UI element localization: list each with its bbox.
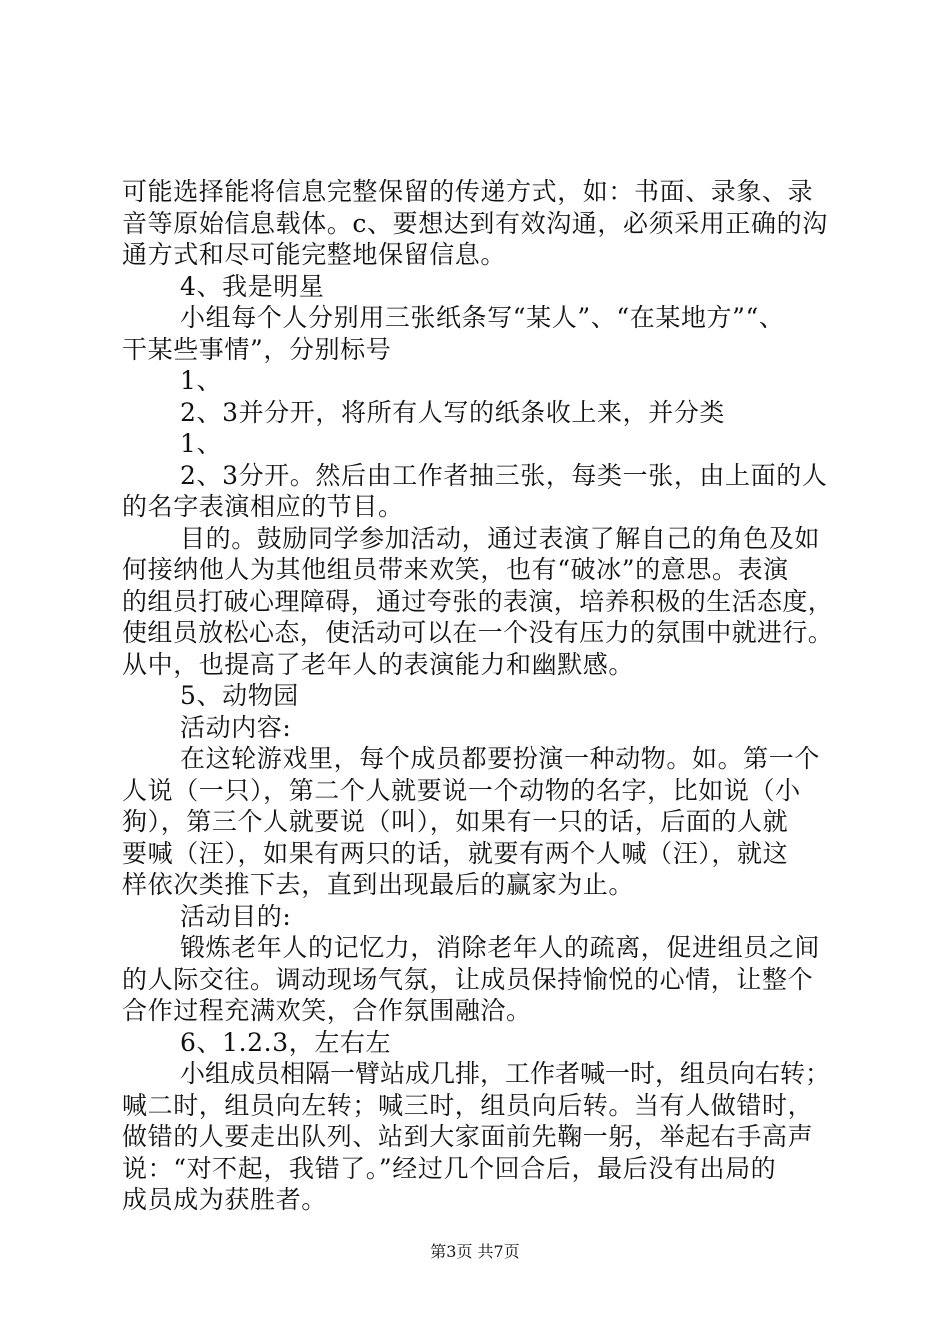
text-line: 说：“对不起，我错了。”经过几个回合后，最后没有出局的 [122,1153,777,1183]
text-line: 狗），第三个人就要说（叫），如果有一只的话，后面的人就 [122,807,789,836]
text-line: 要喊（汪），如果有两只的话，就要有两个人喊（汪），就这 [122,838,789,868]
text-line: 成员成为获胜者。 [122,1185,327,1214]
text-line: 1、 [180,366,223,395]
text-line: 的名字表演相应的节目。 [122,492,404,521]
text-line: 通方式和尽可能完整地保留信息。 [122,240,507,269]
text-line: 样依次类推下去，直到出现最后的赢家为止。 [122,870,635,899]
text-line: 5、动物园 [180,681,299,710]
text-line: 从中，也提高了老年人的表演能力和幽默感。 [122,649,635,679]
text-line: 人说（一只），第二个人就要说一个动物的名字，比如说（小 [122,775,801,805]
text-line: 4、我是明星 [180,271,325,301]
text-line: 音等原始信息载体。c、要想达到有效沟通，必须采用正确的沟 [122,208,828,238]
text-line: 2、3并分开，将所有人写的纸条收上来，并分类 [180,397,726,427]
text-line: 1、 [180,429,223,458]
text-line: 可能选择能将信息完整保留的传递方式，如：书面、录象、录 [122,177,814,206]
text-line: 做错的人要走出队列、站到大家面前先鞠一躬，举起右手高声 [122,1122,814,1151]
text-line: 的组员打破心理障碍，通过夸张的表演，培养积极的生活态度， [122,586,834,616]
document-body [122,176,834,1216]
text-line: 的人际交往。调动现场气氛，让成员保持愉悦的心情，让整个 [122,964,814,994]
text-line: 2、3分开。然后由工作者抽三张，每类一张，由上面的人 [180,460,828,490]
text-line: 合作过程充满欢笑，合作氛围融洽。 [122,996,532,1025]
text-line: 小组每个人分别用三张纸条写“某人”、“在某地方”“、 [180,303,785,332]
text-line: 使组员放松心态，使活动可以在一个没有压力的氛围中就进行。 [122,618,834,647]
text-line: 小组成员相隔一臂站成几排，工作者喊一时，组员向右转； [180,1059,831,1088]
text-line: 在这轮游戏里，每个成员都要扮演一种动物。如。第一个 [180,744,821,773]
text-line: 活动目的: [180,901,292,931]
text-line: 何接纳他人为其他组员带来欢笑，也有“破冰”的意思。表演 [122,555,789,584]
text-line: 6、1.2.3，左右左 [180,1027,392,1057]
text-line: 锻炼老年人的记忆力，消除老年人的疏离，促进组员之间 [180,933,821,962]
text-line: 干某些事情”，分别标号 [122,334,392,364]
page-footer: 第3页 共7页 [430,1242,520,1261]
text-line: 活动内容: [180,712,292,742]
text-line: 目的。鼓励同学参加活动，通过表演了解自己的角色及如 [180,523,821,553]
text-line: 喊二时，组员向左转；喊三时，组员向后转。当有人做错时， [122,1090,814,1120]
